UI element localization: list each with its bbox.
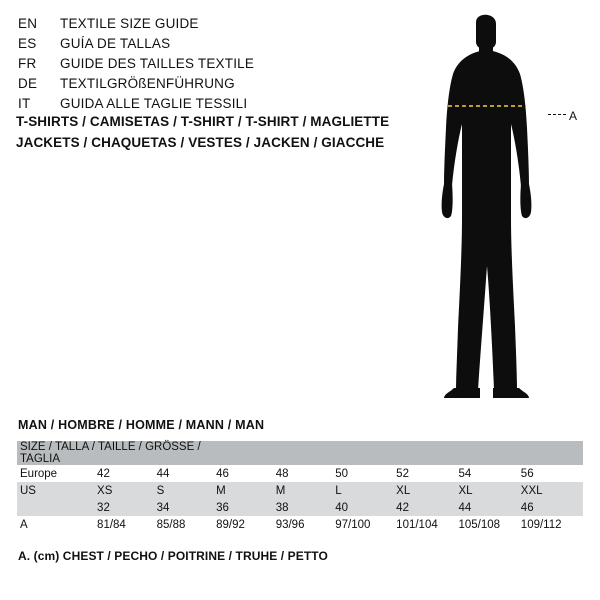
language-code-es: ES xyxy=(18,36,37,51)
cell: XL xyxy=(396,482,458,499)
language-code-de: DE xyxy=(18,76,38,91)
table-row xyxy=(17,482,583,499)
cell: 56 xyxy=(521,465,583,482)
table-row xyxy=(17,465,583,482)
cell: 85/88 xyxy=(157,516,217,533)
cell: 44 xyxy=(157,465,217,482)
table-header-label: SIZE / TALLA / TAILLE / GRÖSSE / TAGLIA xyxy=(17,441,216,465)
cell: 97/100 xyxy=(335,516,396,533)
cell: 40 xyxy=(335,499,396,516)
row-label-us: US xyxy=(17,482,97,499)
row-label-europe: Europe xyxy=(17,465,97,482)
language-text-en: TEXTILE SIZE GUIDE xyxy=(60,16,199,31)
cell: 32 xyxy=(97,499,157,516)
language-guide-block xyxy=(18,14,398,114)
language-text-it: GUIDA ALLE TAGLIE TESSILI xyxy=(60,96,248,111)
language-row-fr xyxy=(18,54,398,74)
category-tshirts: T-SHIRTS / CAMISETAS / T-SHIRT / T-SHIRT / MAGLIETTE xyxy=(16,114,390,129)
cell: 46 xyxy=(216,465,276,482)
language-code-it: IT xyxy=(18,96,31,111)
cell: 105/108 xyxy=(458,516,520,533)
cell: M xyxy=(216,482,276,499)
language-row-es xyxy=(18,34,398,54)
cell: 42 xyxy=(396,499,458,516)
cell: XXL xyxy=(521,482,583,499)
row-label-a: A xyxy=(17,516,97,533)
cell: 54 xyxy=(458,465,520,482)
cell: 109/112 xyxy=(521,516,583,533)
cell: M xyxy=(276,482,336,499)
cell: 42 xyxy=(97,465,157,482)
language-text-fr: GUIDE DES TAILLES TEXTILE xyxy=(60,56,255,71)
cell: 101/104 xyxy=(396,516,458,533)
cell: 50 xyxy=(335,465,396,482)
category-block xyxy=(16,111,436,153)
language-text-es: GUÍA DE TALLAS xyxy=(60,36,171,51)
cell: XS xyxy=(97,482,157,499)
language-row-en xyxy=(18,14,398,34)
cell: 38 xyxy=(276,499,336,516)
cell: 34 xyxy=(157,499,217,516)
cell: 89/92 xyxy=(216,516,276,533)
table-title: MAN / HOMBRE / HOMME / MANN / MAN xyxy=(18,418,265,432)
language-code-fr: FR xyxy=(18,56,37,71)
cell: 52 xyxy=(396,465,458,482)
cell: S xyxy=(157,482,217,499)
category-jackets: JACKETS / CHAQUETAS / VESTES / JACKEN / GIACCHE xyxy=(16,135,385,150)
cell: 93/96 xyxy=(276,516,336,533)
measure-label-a: A xyxy=(569,109,578,123)
cell: 81/84 xyxy=(97,516,157,533)
cell: 44 xyxy=(458,499,520,516)
table-header-row xyxy=(17,441,583,465)
language-code-en: EN xyxy=(18,16,38,31)
table-row xyxy=(17,516,583,533)
row-label-us-numeric xyxy=(17,499,97,516)
measure-leader-line xyxy=(548,114,566,115)
cell: L xyxy=(335,482,396,499)
table-row xyxy=(17,499,583,516)
language-row-de xyxy=(18,74,398,94)
cell: 48 xyxy=(276,465,336,482)
cell: 36 xyxy=(216,499,276,516)
cell: 46 xyxy=(521,499,583,516)
cell: XL xyxy=(458,482,520,499)
size-table xyxy=(17,441,583,533)
figure-illustration xyxy=(400,8,600,408)
language-text-de: TEXTILGRÖßENFÜHRUNG xyxy=(60,76,235,91)
male-silhouette-icon xyxy=(400,8,600,408)
table-footnote: A. (cm) CHEST / PECHO / POITRINE / TRUHE / PETTO xyxy=(18,549,328,563)
